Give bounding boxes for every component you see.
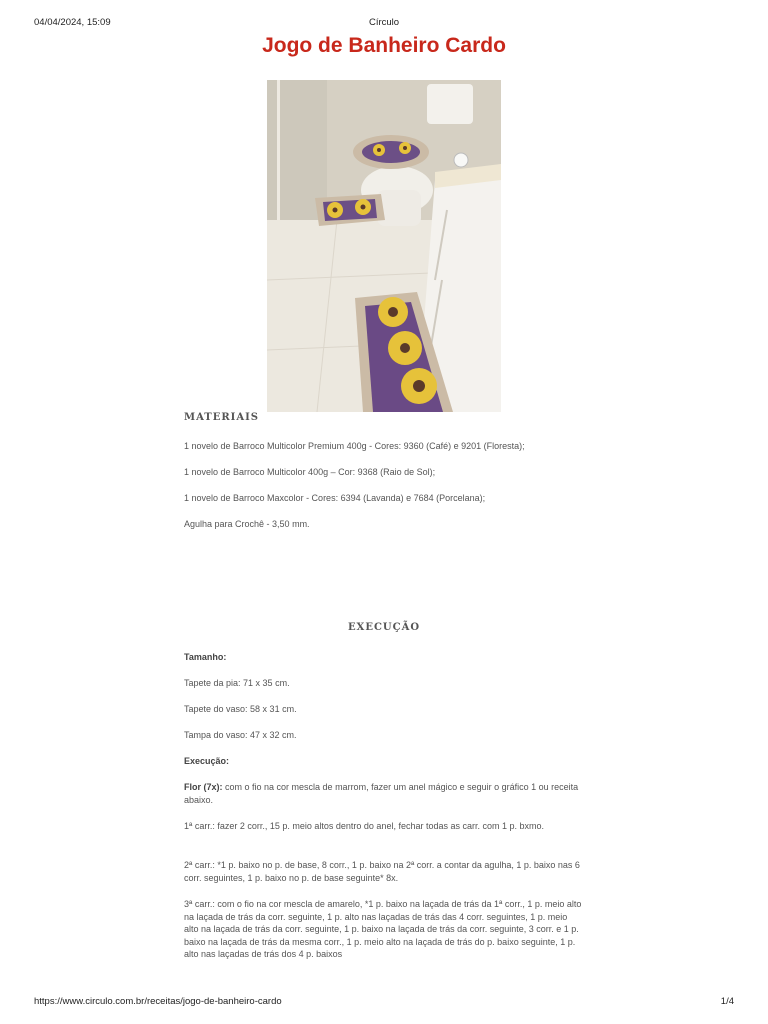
row-instruction: 1ª carr.: fazer 2 corr., 15 p. meio altos dentro do anel, fechar todas as carr. com 1 p. bxmo. [184,821,545,831]
materials-item: Agulha para Crochê - 3,50 mm. [184,519,310,529]
materials-heading: MATERIAIS [184,412,259,423]
execution-label: Execução: [184,756,230,766]
print-site-title: Círculo [368,17,400,28]
flower-instruction [184,781,584,806]
bathroom-set-photo [267,80,501,412]
size-item: Tapete do vaso: 58 x 31 cm. [184,704,297,714]
row-instruction: 2ª carr.: *1 p. baixo no p. de base, 8 corr., 1 p. baixo na 2ª corr. a contar da agulha, 1 p. baixo nas 6 corr. seguintes, 1 p. baixo no p. de base seguinte* 8x. [184,860,580,883]
page-title: Jogo de Banheiro Cardo [262,34,506,57]
materials-item: 1 novelo de Barroco Multicolor Premium 400g - Cores: 9360 (Café) e 9201 (Floresta); [184,441,525,451]
row-instruction: 3ª carr.: com o fio na cor mescla de amarelo, *1 p. baixo na laçada de trás da 1ª corr., 1 p. meio alto na laçada de trás da corr. seguinte, 1 p. alto nas laçadas de trás das 4 corr. seguintes, 1 p. meio alto na laçada de trás da corr. seguinte, 1 p. baixo na laçada de trás da corr. seguinte, 3 corr. e 1 p. baixo na laçada de trás da mesma corr., 1 p. meio alto na laçada de trás do p. baixo seguinte, 1 p. alto nas laçadas de trás dos 4 p. baixos [184,899,582,959]
page-url: https://www.circulo.com.br/receitas/jogo-de-banheiro-cardo [34,996,282,1007]
size-item: Tapete da pia: 71 x 35 cm. [184,678,290,688]
flower-label: Flor (7x): [184,782,223,792]
execution-heading: EXECUÇÃO [347,622,421,633]
page-number: 1/4 [720,996,734,1007]
bathroom-photo-illustration [267,80,501,412]
materials-item: 1 novelo de Barroco Multicolor 400g – Cor: 9368 (Raio de Sol); [184,467,436,477]
size-item: Tampa do vaso: 47 x 32 cm. [184,730,297,740]
materials-item: 1 novelo de Barroco Maxcolor - Cores: 6394 (Lavanda) e 7684 (Porcelana); [184,493,486,503]
flower-text: com o fio na cor mescla de marrom, fazer um anel mágico e seguir o gráfico 1 ou receita abaixo. [184,782,579,805]
print-datetime: 04/04/2024, 15:09 [34,17,111,28]
execution-section [184,622,584,972]
materials-section [184,412,584,552]
size-label: Tamanho: [184,652,227,662]
